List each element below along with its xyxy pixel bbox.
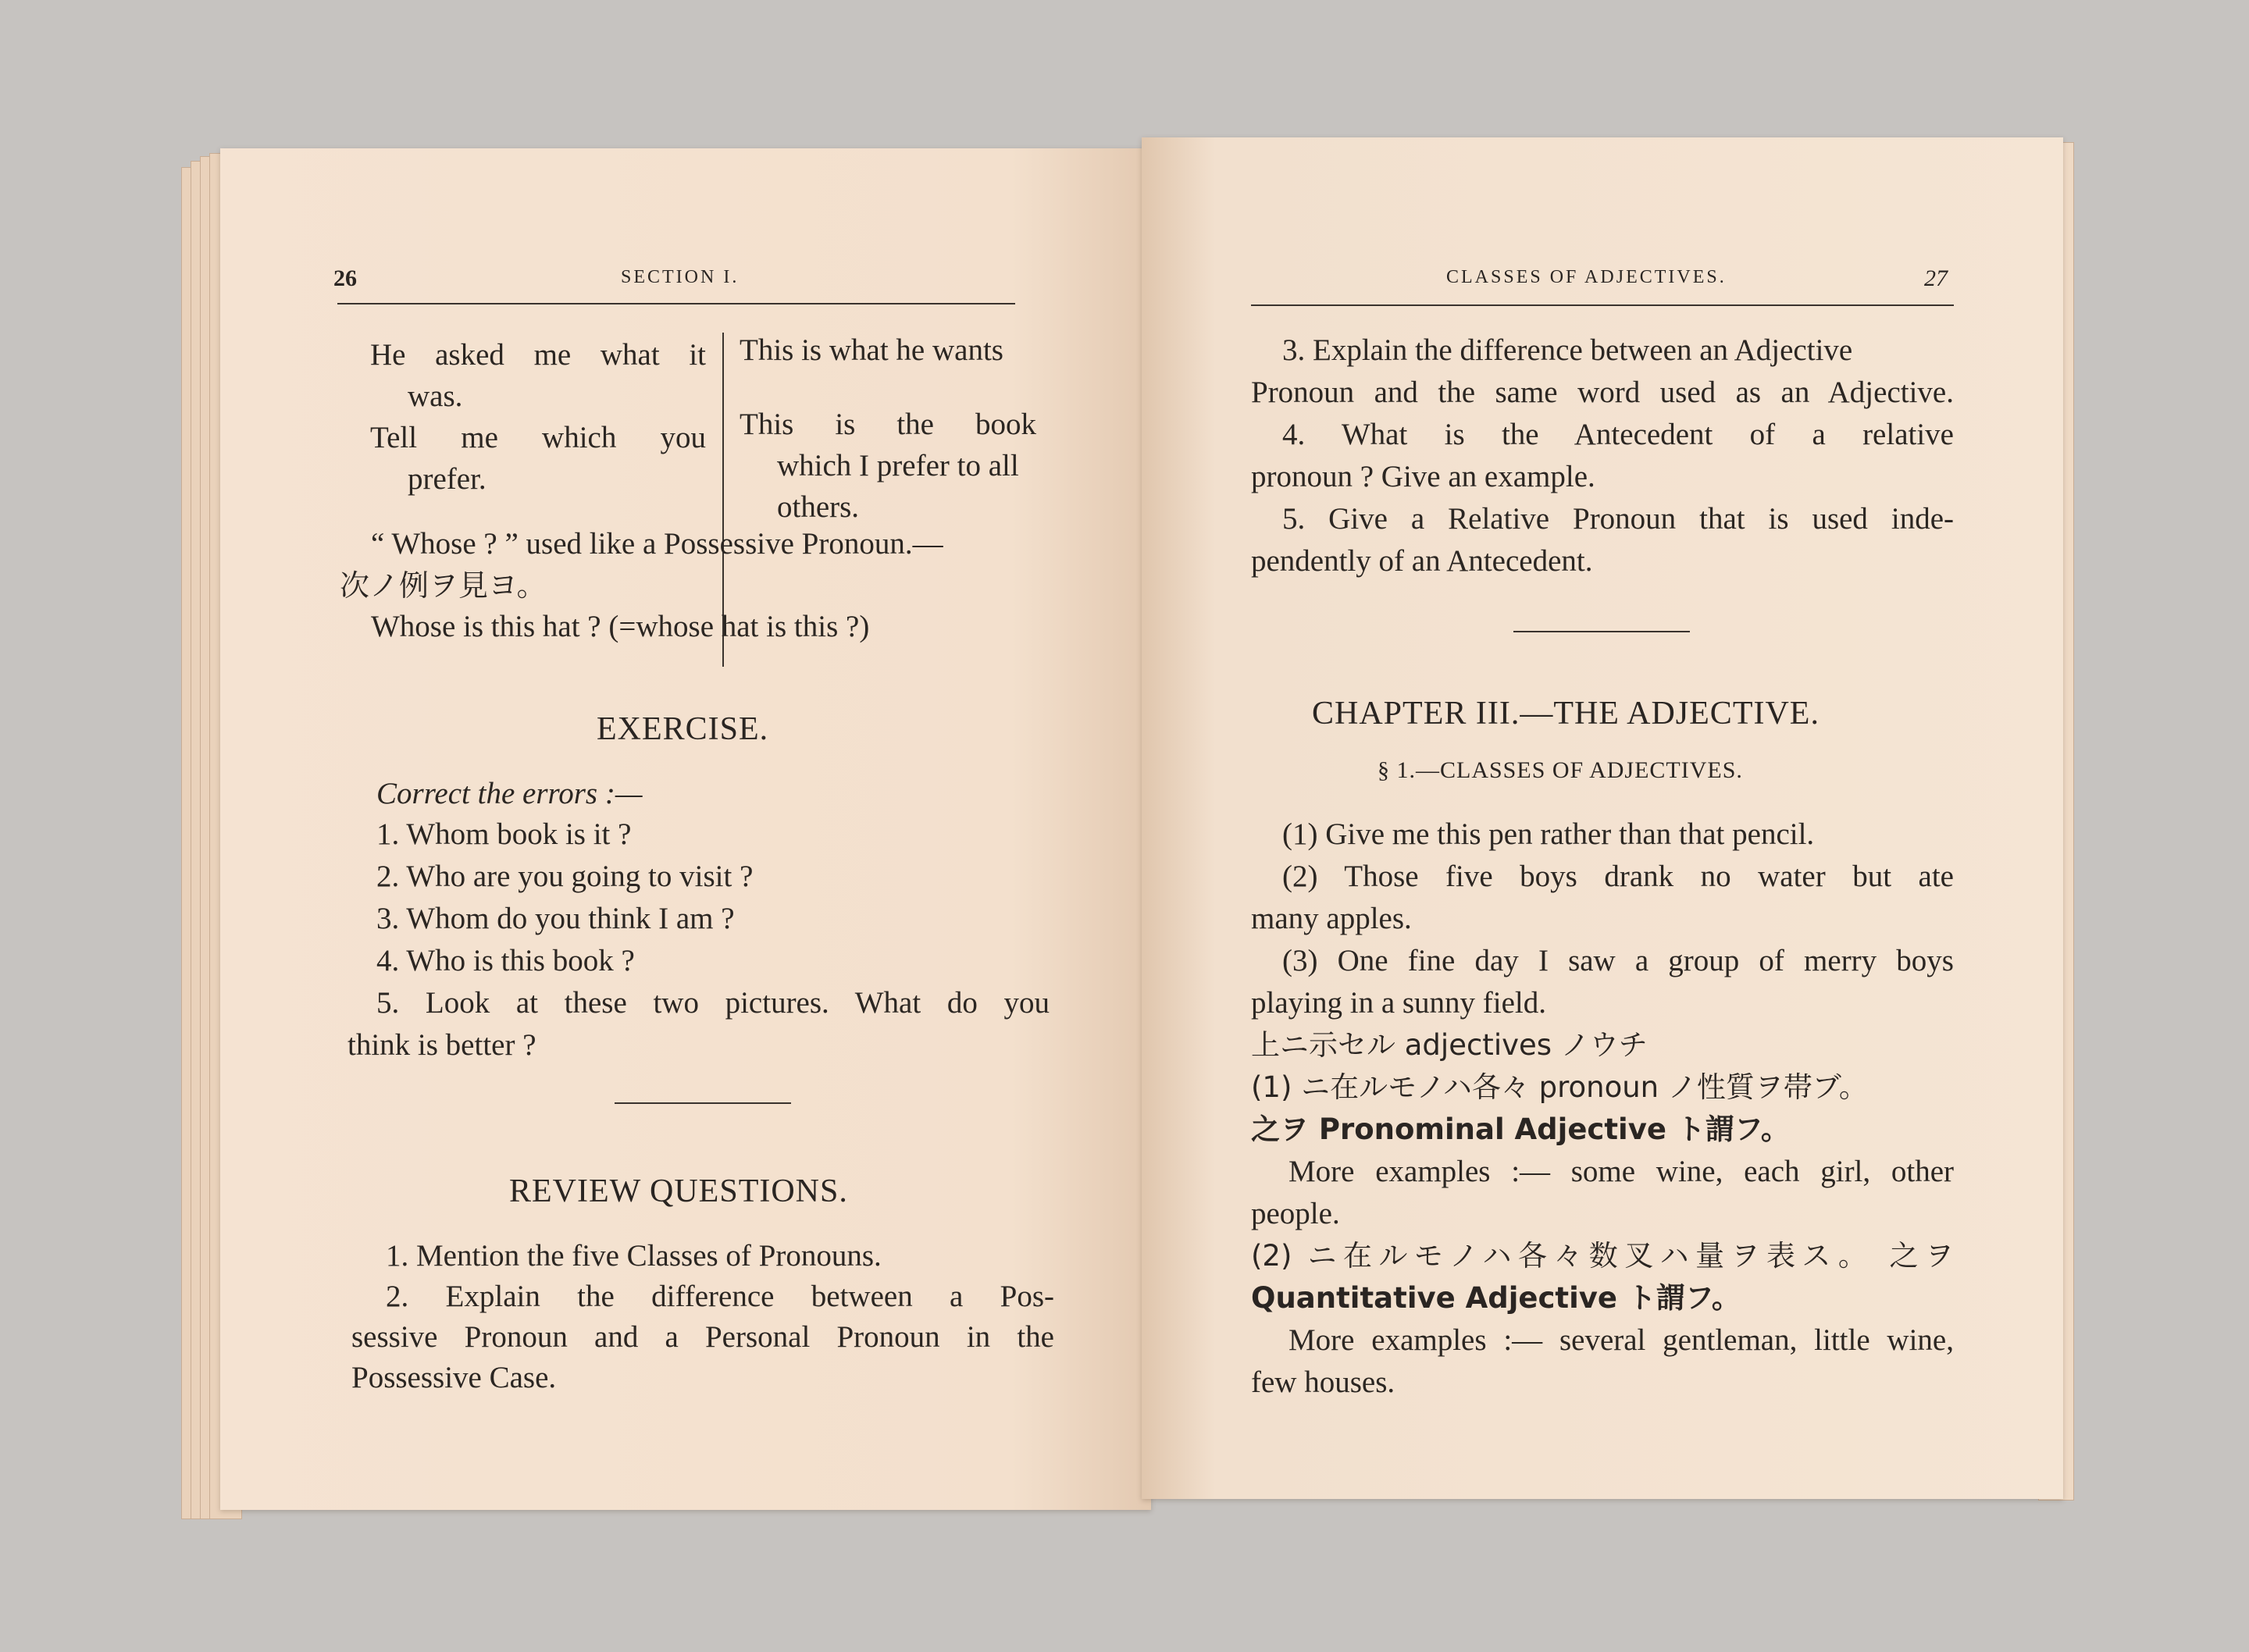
column-line: He asked me what it (370, 338, 706, 372)
header-rule (337, 303, 1015, 304)
column-left (370, 334, 706, 500)
section-title: § 1.—CLASSES OF ADJECTIVES. (1378, 757, 1743, 783)
example-line: many apples. (1251, 902, 1412, 935)
example-line: (1) Give me this pen rather than that pencil. (1282, 817, 1815, 851)
header-rule (1251, 304, 1954, 306)
column-line: which I prefer to all (777, 449, 1019, 482)
more-examples-line: More examples :— several gentleman, little wine, (1288, 1323, 1954, 1357)
right-page (1142, 137, 2063, 1499)
question-line: pronoun ? Give an example. (1251, 460, 1595, 493)
japanese-line: Quantitative Adjective ト謂フ。 (1251, 1281, 1741, 1315)
running-head: SECTION I. (621, 267, 740, 287)
column-line: others. (777, 490, 860, 524)
section-rule (1513, 631, 1690, 632)
example-line: (2) Those five boys drank no water but ate (1282, 860, 1954, 893)
review-item: 2. Explain the difference between a Pos- (386, 1280, 1054, 1313)
exercise-item: 2. Who are you going to visit ? (376, 860, 754, 893)
running-head: CLASSES OF ADJECTIVES. (1446, 267, 1727, 287)
japanese-line: (2) ニ在ルモノハ各々数叉ハ量ヲ表ス。 之ヲ (1251, 1239, 1954, 1273)
column-line: Tell me which you (370, 421, 706, 454)
example-line: (3) One fine day I saw a group of merry boys (1282, 944, 1954, 977)
review-item: 1. Mention the five Classes of Pronouns. (386, 1239, 882, 1273)
page-number: 27 (1924, 265, 1948, 291)
exercise-instruction: Correct the errors :— (376, 777, 643, 810)
column-right (740, 329, 1036, 528)
exercise-item: think is better ? (348, 1028, 536, 1062)
more-examples-line: few houses. (1251, 1365, 1395, 1399)
column-line: This is the book (740, 408, 1036, 441)
exercise-item: 4. Who is this book ? (376, 944, 635, 977)
whose-line: “ Whose ? ” used like a Possessive Pronoun.— (371, 527, 943, 561)
japanese-line: (1) ニ在ルモノハ各々 pronoun ノ性質ヲ帯ブ。 (1251, 1070, 1868, 1104)
exercise-item: 3. Whom do you think I am ? (376, 902, 735, 935)
more-examples-line: More examples :— some wine, each girl, other (1288, 1155, 1954, 1188)
exercise-item: 1. Whom book is it ? (376, 817, 632, 851)
review-item: sessive Pronoun and a Personal Pronoun in the (351, 1320, 1054, 1354)
column-line: This is what he wants (740, 333, 1003, 367)
question-line: pendently of an Antecedent. (1251, 544, 1593, 578)
more-examples-line: people. (1251, 1197, 1340, 1230)
exercise-title: EXERCISE. (597, 711, 769, 747)
japanese-line: 次ノ例ヲ見ヨ。 (340, 568, 547, 603)
exercise-item: 5. Look at these two pictures. What do you (376, 986, 1050, 1020)
section-rule (615, 1102, 791, 1104)
example-line: playing in a sunny field. (1251, 986, 1547, 1020)
page-number: 26 (333, 265, 357, 291)
review-title: REVIEW QUESTIONS. (509, 1173, 848, 1209)
example-line: Whose is this hat ? (=whose hat is this ?) (371, 610, 870, 643)
japanese-line: 之ヲ Pronominal Adjective ト謂フ。 (1251, 1113, 1790, 1146)
question-line: 3. Explain the difference between an Adjective (1282, 333, 1853, 367)
question-line: 5. Give a Relative Pronoun that is used inde- (1282, 502, 1954, 536)
question-line: 4. What is the Antecedent of a relative (1282, 418, 1954, 451)
column-line: prefer. (408, 462, 487, 496)
column-line: was. (408, 379, 463, 413)
review-item: Possessive Case. (351, 1361, 557, 1394)
left-page (220, 148, 1151, 1510)
chapter-title: CHAPTER III.—THE ADJECTIVE. (1312, 696, 1820, 732)
question-line: Pronoun and the same word used as an Adjective. (1251, 376, 1954, 409)
japanese-line: 上ニ示セル adjectives ノウチ (1251, 1028, 1648, 1062)
